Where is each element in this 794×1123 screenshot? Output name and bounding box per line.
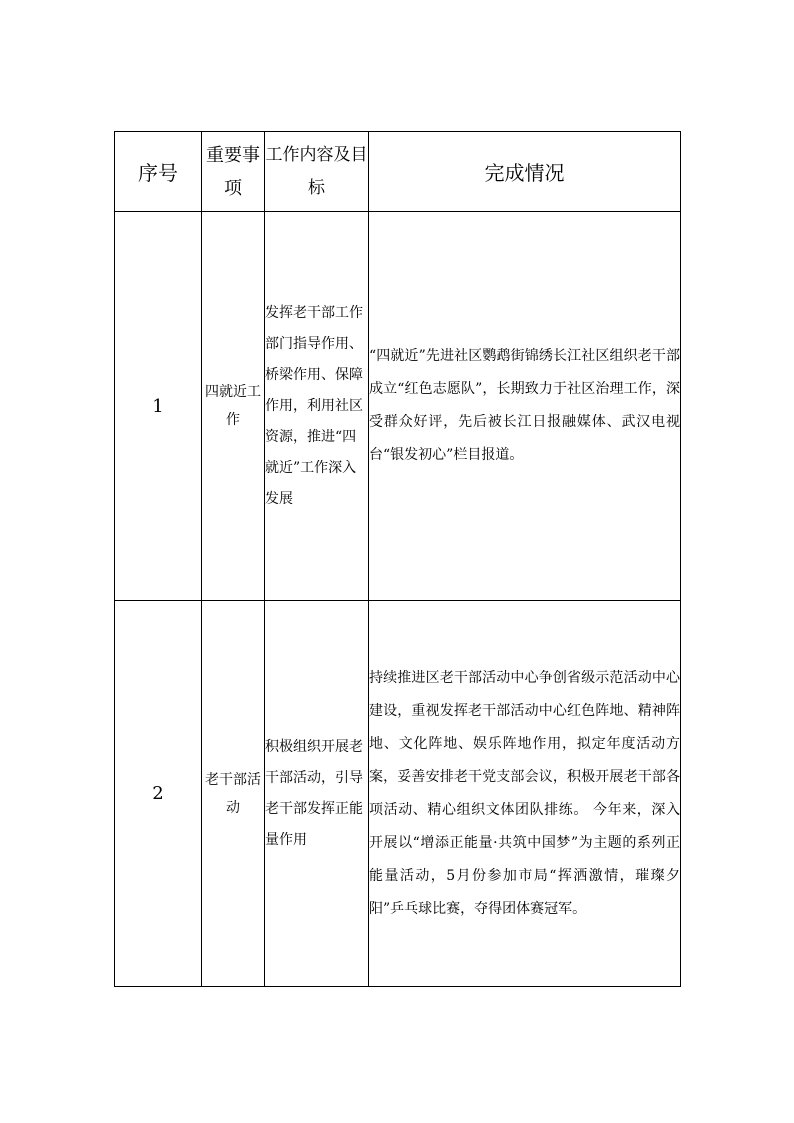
work-table [114,131,681,987]
table-header-row [115,132,681,212]
header-goal: 工作内容及目标 [265,132,369,212]
row-index: 1 [115,212,202,601]
row-result: 持续推进区老干部活动中心争创省级示范活动中心建设，重视发挥老干部活动中心红色阵地、精神阵地、文化阵地、娱乐阵地作用，拟定年度活动方案，妥善安排老干党支部会议，积极开展老干部各项活动、精心组织文体团队排练。 今年来，深入开展以“增添正能量·共筑中国梦”为主题的系列正能量活动，5月份参加市局“挥洒激情，璀璨夕阳”乒乓球比赛，夺得团体赛冠军。 [369,601,681,987]
row-goal: 积极组织开展老干部活动，引导老干部发挥正能量作用 [265,601,369,987]
row-goal: 发挥老干部工作部门指导作用、桥梁作用、保障作用，利用社区资源，推进“四就近”工作深入发展 [265,212,369,601]
row-index: 2 [115,601,202,987]
row-item: 四就近工作 [202,212,265,601]
table-row [115,601,681,987]
table-row [115,212,681,601]
row-result: “四就近”先进社区鹦鹉街锦绣长江社区组织老干部成立“红色志愿队”，长期致力于社区治理工作，深受群众好评，先后被长江日报融媒体、武汉电视台“银发初心”栏目报道。 [369,212,681,601]
header-item: 重要事项 [202,132,265,212]
header-result: 完成情况 [369,132,681,212]
row-item: 老干部活动 [202,601,265,987]
header-index: 序号 [115,132,202,212]
